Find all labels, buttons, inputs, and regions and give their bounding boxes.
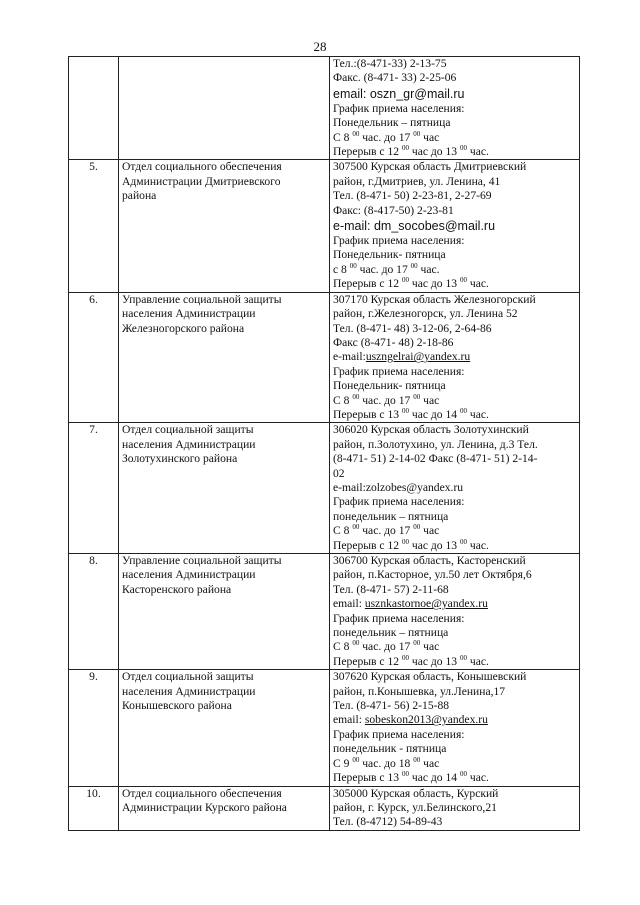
contact-info-line: С 9 $^{00}$ час. до 18 $^{00}$ час — [333, 755, 440, 770]
contact-info-line: понедельник – пятница — [333, 509, 449, 523]
department-name — [119, 292, 330, 423]
contact-info-line: 307500 Курская область Дмитриевский — [333, 160, 527, 174]
department-name-line: Железногорского района — [122, 321, 245, 335]
time-minutes-superscript: 00 — [352, 523, 360, 532]
contact-info-line: email: usznkastornoe@yandex.ru — [333, 597, 488, 611]
row-number: 6. — [69, 292, 119, 423]
department-name-line: населения Администрации — [122, 568, 256, 582]
contact-info-line: Перерыв с 13 $^{00}$ час до 14 $^{00}$ час. — [333, 406, 489, 421]
table-body — [69, 57, 580, 831]
department-name — [119, 57, 330, 160]
time-minutes-superscript: 00 — [413, 755, 421, 764]
contact-info-line: Факс: (8-417-50) 2-23-81 — [333, 203, 454, 217]
time-minutes-superscript: 00 — [401, 406, 409, 415]
time-minutes-superscript: 00 — [401, 653, 409, 662]
row-number: 10. — [69, 786, 119, 830]
time-minutes-superscript: 00 — [352, 392, 360, 401]
department-name-line: Отдел социальной защиты — [122, 670, 254, 684]
table-row — [69, 423, 580, 554]
contact-info-line: С 8 $^{00}$ час. до 17 $^{00}$ час — [333, 639, 440, 654]
row-number: 8. — [69, 554, 119, 670]
contact-info-line: 307170 Курская область Железногорский — [333, 292, 536, 306]
time-minutes-superscript: 00 — [459, 144, 467, 153]
contact-info-line: С 8 $^{00}$ час. до 17 $^{00}$ час — [333, 523, 440, 538]
table-row — [69, 786, 580, 830]
contact-info — [330, 423, 580, 554]
contact-info-line: email: sobeskon2013@yandex.ru — [333, 713, 488, 727]
time-minutes-superscript: 00 — [459, 537, 467, 546]
department-name-line: Администрации Дмитриевского — [122, 174, 281, 188]
contact-info-line: Понедельник- пятница — [333, 379, 446, 393]
contact-info-line: График приема населения: — [333, 234, 465, 248]
email-link: uszngelrai@yandex.ru — [365, 350, 471, 364]
department-name — [119, 786, 330, 830]
contact-info-line: Факс (8-471- 48) 2-18-86 — [333, 335, 454, 349]
contact-info-line: Тел. (8-471- 50) 2-23-81, 2-27-69 — [333, 189, 492, 203]
table-row — [69, 554, 580, 670]
contact-info-line: Перерыв с 12 $^{00}$ час до 13 $^{00}$ час. — [333, 653, 489, 668]
contact-info — [330, 57, 580, 160]
department-name — [119, 670, 330, 786]
department-name-line: населения Администрации — [122, 684, 256, 698]
contact-info-line: Тел. (8-471- 56) 2-15-88 — [333, 699, 450, 713]
contact-info-line: понедельник – пятница — [333, 626, 449, 640]
table-row — [69, 670, 580, 786]
row-number: 5. — [69, 160, 119, 292]
contact-info-line: e-mail:zolzobes@yandex.ru — [333, 480, 464, 494]
contact-info-line: Тел.:(8-471-33) 2-13-75 — [333, 57, 447, 70]
table-row — [69, 57, 580, 160]
contact-info-line: email: oszn_gr@mail.ru — [333, 86, 465, 101]
contact-info-line: район, п.Касторное, ул.50 лет Октября,6 — [333, 568, 532, 582]
contact-info-line: (8-471- 51) 2-14-02 Факс (8-471- 51) 2-14- — [333, 452, 538, 466]
department-name-line: Конышевского района — [122, 699, 232, 713]
time-minutes-superscript: 00 — [413, 523, 421, 532]
contact-info-line: Понедельник – пятница — [333, 116, 451, 130]
time-minutes-superscript: 00 — [401, 144, 409, 153]
time-minutes-superscript: 00 — [459, 653, 467, 662]
contact-info — [330, 670, 580, 786]
department-name-line: населения Администрации — [122, 437, 256, 451]
contact-info-line: Перерыв с 12 $^{00}$ час до 13 $^{00}$ час. — [333, 276, 489, 291]
contact-info — [330, 554, 580, 670]
time-minutes-superscript: 00 — [410, 261, 418, 270]
contact-info — [330, 786, 580, 830]
table-row — [69, 292, 580, 423]
time-minutes-superscript: 00 — [401, 276, 409, 285]
contact-info-line: С 8 $^{00}$ час. до 17 $^{00}$ час — [333, 129, 440, 144]
row-number: 7. — [69, 423, 119, 554]
contact-info-line: 305000 Курская область, Курский — [333, 786, 499, 800]
department-name-line: Управление социальной защиты — [122, 554, 282, 567]
time-minutes-superscript: 00 — [352, 129, 360, 138]
contact-info-line: e-mail:uszngelrai@yandex.ru — [333, 350, 471, 364]
contact-info-line: График приема населения: — [333, 611, 465, 625]
department-name-line: района — [122, 189, 157, 203]
contact-info-line: Факс. (8-471- 33) 2-25-06 — [333, 71, 457, 85]
table-row — [69, 160, 580, 292]
email-link: usznkastornoe@yandex.ru — [364, 597, 488, 611]
contact-info-line: Перерыв с 13 $^{00}$ час до 14 $^{00}$ час. — [333, 770, 489, 785]
contact-info-line: 306020 Курская область Золотухинский — [333, 423, 529, 437]
contact-info-line: Перерыв с 12 $^{00}$ час до 13 $^{00}$ час. — [333, 144, 489, 159]
time-minutes-superscript: 00 — [352, 755, 360, 764]
contact-info-line: С 8 $^{00}$ час. до 17 $^{00}$ час — [333, 392, 440, 407]
contact-info-line: 307620 Курская область, Конышевский — [333, 670, 527, 684]
social-protection-offices-table — [68, 56, 580, 831]
contact-info-line: район, г.Железногорск, ул. Ленина 52 — [333, 307, 518, 321]
department-name — [119, 423, 330, 554]
contact-info-line: e-mail: dm_socobes@mail.ru — [333, 219, 496, 234]
time-minutes-superscript: 00 — [401, 770, 409, 779]
contact-info-line: район, п.Конышевка, ул.Ленина,17 — [333, 684, 506, 698]
department-name — [119, 554, 330, 670]
time-minutes-superscript: 00 — [459, 406, 467, 415]
contact-info-line: район, п.Золотухино, ул. Ленина, д.3 Тел. — [333, 437, 538, 451]
department-name-line: Отдел социального обеспечения — [122, 786, 282, 800]
department-name-line: Золотухинского района — [122, 452, 238, 466]
time-minutes-superscript: 00 — [401, 537, 409, 546]
contact-info-line: с 8 $^{00}$ час. до 17 $^{00}$ час. — [333, 261, 440, 276]
email-link: sobeskon2013@yandex.ru — [364, 713, 488, 727]
contact-info-line: Перерыв с 12 $^{00}$ час до 13 $^{00}$ час. — [333, 537, 489, 552]
time-minutes-superscript: 00 — [459, 276, 467, 285]
contact-info-line: 306700 Курская область, Касторенский — [333, 554, 526, 567]
row-number — [69, 57, 119, 160]
department-name-line: Отдел социального обеспечения — [122, 160, 282, 174]
contact-info-line: График приема населения: — [333, 495, 465, 509]
contact-info — [330, 292, 580, 423]
contact-info-line: Понедельник- пятница — [333, 248, 446, 262]
time-minutes-superscript: 00 — [352, 639, 360, 648]
department-name-line: Управление социальной защиты — [122, 292, 282, 306]
department-name-line: населения Администрации — [122, 307, 256, 321]
contact-info-line: График приема населения: — [333, 727, 465, 741]
department-name-line: Отдел социальной защиты — [122, 423, 254, 437]
contact-info-line: График приема населения: — [333, 101, 465, 115]
contact-info-line: Тел. (8-471- 57) 2-11-68 — [333, 582, 449, 596]
time-minutes-superscript: 00 — [413, 639, 421, 648]
contact-info-line: Тел. (8-471- 48) 3-12-06, 2-64-86 — [333, 321, 492, 335]
contact-info-line: район, г. Курск, ул.Белинского,21 — [333, 800, 497, 814]
time-minutes-superscript: 00 — [349, 261, 357, 270]
contact-info — [330, 160, 580, 292]
time-minutes-superscript: 00 — [413, 392, 421, 401]
contact-info-line: понедельник - пятница — [333, 742, 447, 756]
contact-info-line: График приема населения: — [333, 364, 465, 378]
contact-info-line: 02 — [333, 466, 345, 480]
row-number: 9. — [69, 670, 119, 786]
contact-info-line: район, г.Дмитриев, ул. Ленина, 41 — [333, 174, 501, 188]
time-minutes-superscript: 00 — [413, 129, 421, 138]
page-number: 28 — [313, 39, 327, 54]
department-name-line: Администрации Курского района — [122, 800, 287, 814]
department-name — [119, 160, 330, 292]
department-name-line: Касторенского района — [122, 582, 232, 596]
time-minutes-superscript: 00 — [459, 770, 467, 779]
contact-info-line: Тел. (8-4712) 54-89-43 — [333, 815, 443, 829]
